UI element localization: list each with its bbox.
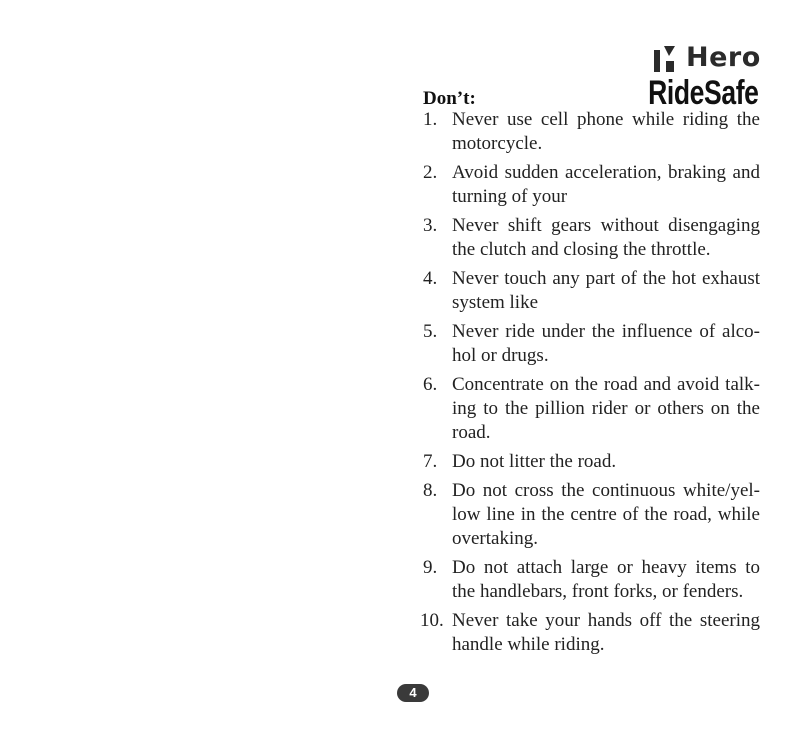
item-number: 1. xyxy=(423,109,438,130)
item-text: Never ride under the influence of alco-hol or drugs. xyxy=(452,321,760,366)
list-item xyxy=(420,320,760,368)
item-number: 7. xyxy=(423,451,438,472)
item-text: Never use cell phone while riding the motorcycle. xyxy=(452,109,760,154)
item-number: 9. xyxy=(423,557,438,578)
item-text: Never shift gears without disengaging the clutch and closing the throttle. xyxy=(452,215,760,260)
list-item xyxy=(420,161,760,209)
section-heading: Don’t: xyxy=(423,88,476,109)
brand-tagline: RideSafe xyxy=(647,74,758,112)
list-item xyxy=(420,108,760,156)
list-item xyxy=(420,267,760,315)
item-text: Do not litter the road. xyxy=(452,451,617,472)
page-number-badge: 4 xyxy=(397,684,429,702)
item-number: 6. xyxy=(423,374,438,395)
item-text: Concentrate on the road and avoid talk-ing to the pillion rider or others on the road. xyxy=(452,374,760,443)
item-number: 10. xyxy=(420,610,444,631)
donts-list xyxy=(420,108,760,662)
item-number: 5. xyxy=(423,321,438,342)
list-item xyxy=(420,609,760,657)
item-text: Avoid sudden acceleration, braking and turning of your xyxy=(452,162,760,207)
item-text: Do not cross the continuous white/yel-low line in the centre of the road, while overtaking. xyxy=(452,480,760,549)
brand-name: Hero xyxy=(686,42,761,73)
list-item xyxy=(420,214,760,262)
list-item xyxy=(420,556,760,604)
brand-logo xyxy=(648,36,760,116)
item-number: 8. xyxy=(423,480,438,501)
item-number: 2. xyxy=(423,162,438,183)
item-text: Do not attach large or heavy items to the handlebars, front forks, or fenders. xyxy=(452,557,760,602)
item-text: Never take your hands off the steering handle while riding. xyxy=(452,610,760,655)
list-item xyxy=(420,373,760,445)
item-number: 4. xyxy=(423,268,438,289)
list-item xyxy=(420,479,760,551)
hero-logo-icon xyxy=(653,44,679,74)
list-item xyxy=(420,450,760,474)
item-text: Never touch any part of the hot exhaust system like xyxy=(452,268,760,313)
item-number: 3. xyxy=(423,215,438,236)
